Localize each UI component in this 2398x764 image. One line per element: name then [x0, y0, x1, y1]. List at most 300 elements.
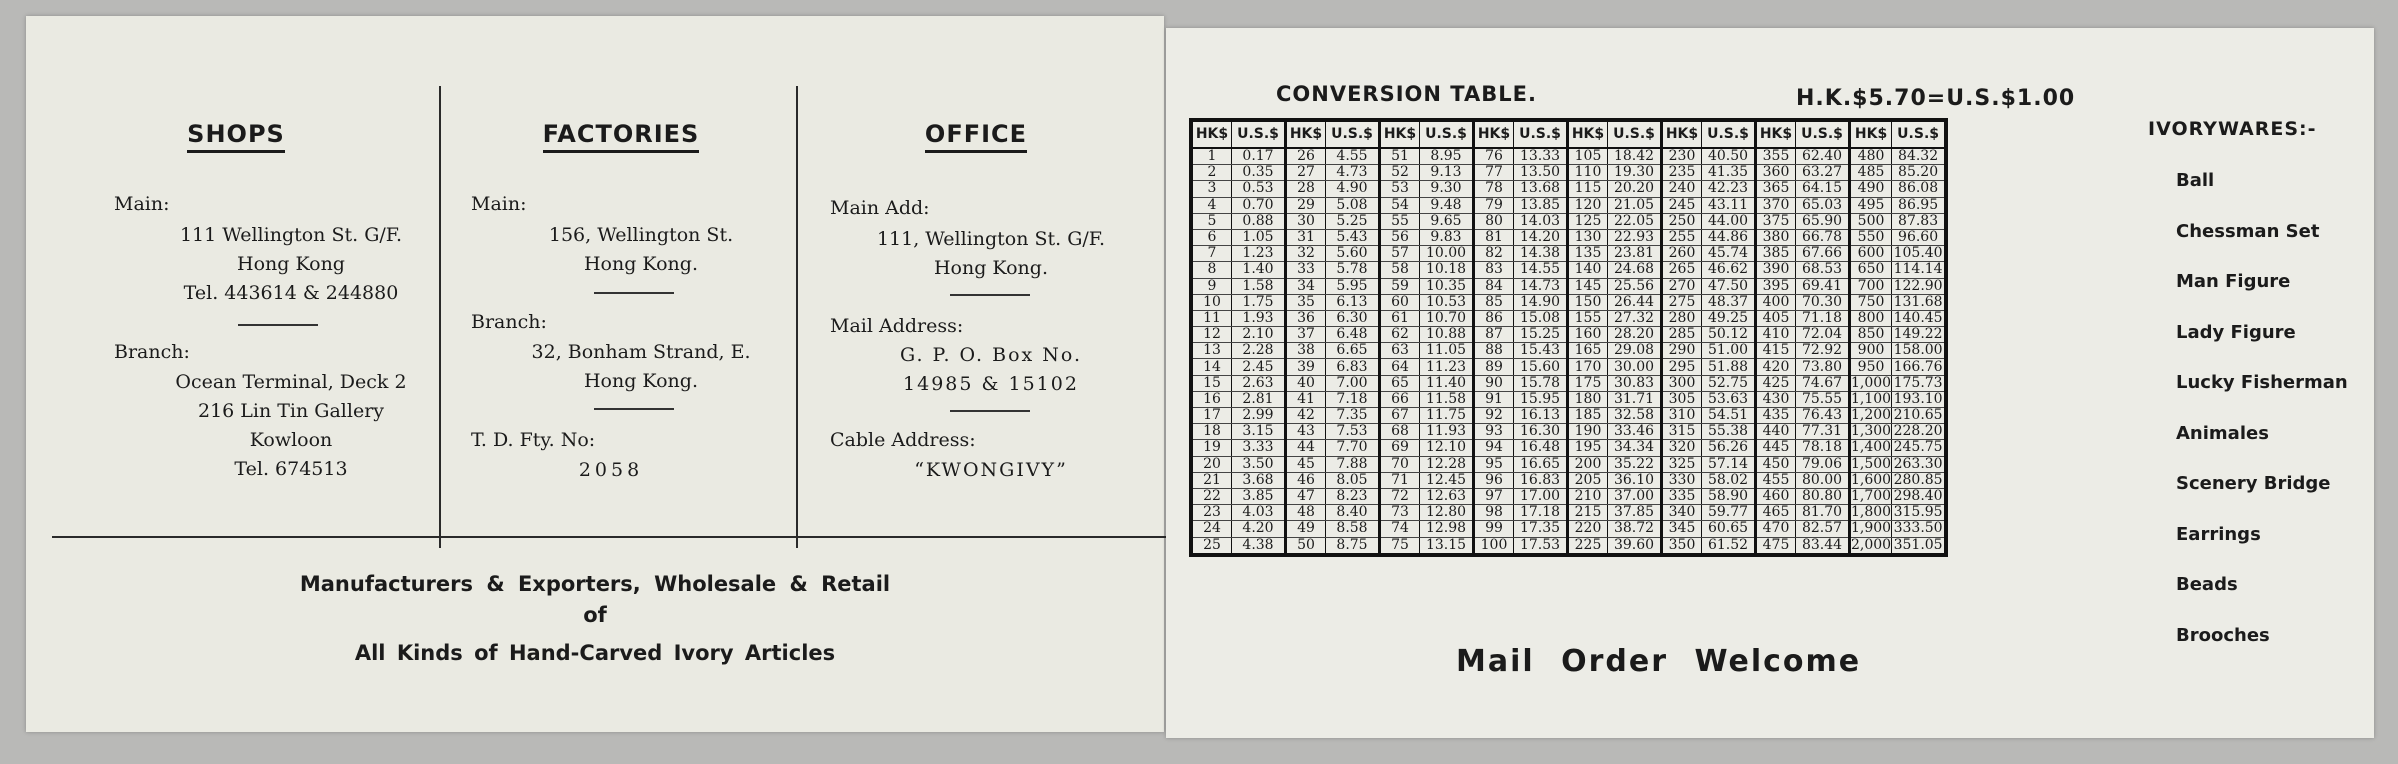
hk-cell: 90	[1474, 375, 1514, 391]
hk-cell: 14	[1191, 359, 1232, 375]
hk-cell: 750	[1850, 294, 1892, 310]
hk-cell: 450	[1756, 456, 1796, 472]
hk-cell: 465	[1756, 505, 1796, 521]
us-cell: 105.40	[1892, 246, 1947, 262]
us-cell: 210.65	[1892, 408, 1947, 424]
hk-cell: 23	[1191, 505, 1232, 521]
hk-cell: 850	[1850, 327, 1892, 343]
hk-cell: 93	[1474, 424, 1514, 440]
hk-cell: 435	[1756, 408, 1796, 424]
ivoryware-item: Earrings	[2176, 523, 2261, 545]
us-cell: 158.00	[1892, 343, 1947, 359]
hk-cell: 455	[1756, 472, 1796, 488]
table-row	[1191, 294, 1946, 310]
column-header-us: U.S.$	[1892, 120, 1947, 148]
hk-cell: 82	[1474, 246, 1514, 262]
hk-cell: 265	[1662, 262, 1702, 278]
column-header-hk: HK$	[1474, 120, 1514, 148]
us-cell: 1.93	[1232, 310, 1286, 326]
hk-cell: 10	[1191, 294, 1232, 310]
hk-cell: 305	[1662, 391, 1702, 407]
us-cell: 315.95	[1892, 505, 1947, 521]
us-cell: 96.60	[1892, 229, 1947, 245]
separator	[950, 294, 1030, 296]
us-cell: 4.55	[1326, 148, 1380, 165]
separator	[594, 292, 674, 294]
us-cell: 45.74	[1702, 246, 1756, 262]
us-cell: 6.65	[1326, 343, 1380, 359]
table-row	[1191, 181, 1946, 197]
us-cell: 8.75	[1326, 537, 1380, 555]
conversion-table-title: CONVERSION TABLE.	[1276, 82, 1537, 106]
hk-cell: 485	[1850, 165, 1892, 181]
hk-cell: 31	[1286, 229, 1326, 245]
us-cell: 58.02	[1702, 472, 1756, 488]
us-cell: 16.13	[1514, 408, 1568, 424]
hk-cell: 4	[1191, 197, 1232, 213]
hk-cell: 49	[1286, 521, 1326, 537]
us-cell: 351.05	[1892, 537, 1947, 555]
hk-cell: 40	[1286, 375, 1326, 391]
hk-cell: 500	[1850, 213, 1892, 229]
hk-cell: 22	[1191, 488, 1232, 504]
us-cell: 65.90	[1796, 213, 1850, 229]
ivoryware-item: Ball	[2176, 170, 2215, 191]
us-cell: 40.50	[1702, 148, 1756, 165]
column-header-hk: HK$	[1568, 120, 1608, 148]
hk-cell: 70	[1380, 456, 1420, 472]
table-row	[1191, 343, 1946, 359]
us-cell: 2.81	[1232, 391, 1286, 407]
hk-cell: 135	[1568, 246, 1608, 262]
us-cell: 82.57	[1796, 521, 1850, 537]
us-cell: 58.90	[1702, 488, 1756, 504]
us-cell: 65.03	[1796, 197, 1850, 213]
hk-cell: 1,600	[1851, 471, 1892, 488]
hk-cell: 650	[1850, 262, 1892, 278]
us-cell: 7.88	[1326, 456, 1380, 472]
office-main-line: 111, Wellington St. G/F.	[876, 228, 1106, 250]
hk-cell: 320	[1662, 440, 1702, 456]
column-divider	[796, 86, 798, 548]
hk-cell: 19	[1191, 440, 1232, 456]
table-row	[1191, 472, 1946, 488]
us-cell: 8.58	[1326, 521, 1380, 537]
hk-cell: 325	[1662, 456, 1702, 472]
hk-cell: 25	[1191, 537, 1232, 555]
us-cell: 166.76	[1892, 359, 1947, 375]
us-cell: 55.38	[1702, 424, 1756, 440]
us-cell: 12.63	[1420, 488, 1474, 504]
hk-cell: 20	[1191, 456, 1232, 472]
hk-cell: 275	[1662, 294, 1702, 310]
hk-cell: 900	[1850, 343, 1892, 359]
hk-cell: 96	[1474, 472, 1514, 488]
separator	[950, 410, 1030, 412]
hk-cell: 400	[1756, 294, 1796, 310]
hk-cell: 340	[1662, 505, 1702, 521]
us-cell: 73.80	[1796, 359, 1850, 375]
tagline-line: of	[583, 603, 607, 627]
us-cell: 11.23	[1420, 359, 1474, 375]
us-cell: 29.08	[1608, 343, 1662, 359]
ivorywares-title: IVORYWARES:-	[2148, 118, 2317, 140]
hk-cell: 180	[1568, 391, 1608, 407]
us-cell: 10.35	[1420, 278, 1474, 294]
hk-cell: 34	[1286, 278, 1326, 294]
us-cell: 2.99	[1232, 408, 1286, 424]
us-cell: 37.85	[1608, 505, 1662, 521]
hk-cell: 46	[1286, 472, 1326, 488]
hk-cell: 255	[1662, 229, 1702, 245]
column-header-us: U.S.$	[1326, 120, 1380, 148]
hk-cell: 80	[1474, 213, 1514, 229]
us-cell: 8.40	[1326, 505, 1380, 521]
hk-cell: 33	[1286, 262, 1326, 278]
hk-cell: 79	[1474, 197, 1514, 213]
us-cell: 10.53	[1420, 294, 1474, 310]
hk-cell: 2,000	[1850, 537, 1892, 555]
us-cell: 17.00	[1514, 488, 1568, 504]
us-cell: 140.45	[1892, 310, 1947, 326]
shops-branch-label: Branch:	[114, 341, 190, 363]
hk-cell: 52	[1380, 165, 1420, 181]
us-cell: 7.53	[1326, 424, 1380, 440]
table-row	[1191, 537, 1946, 555]
hk-cell: 92	[1474, 408, 1514, 424]
hk-cell: 240	[1662, 181, 1702, 197]
hk-cell: 475	[1756, 537, 1796, 555]
hk-cell: 88	[1474, 343, 1514, 359]
hk-cell: 1,400	[1851, 439, 1892, 456]
column-header-hk: HK$	[1662, 120, 1702, 148]
us-cell: 0.70	[1232, 197, 1286, 213]
us-cell: 56.26	[1702, 440, 1756, 456]
hk-cell: 47	[1286, 488, 1326, 504]
ivoryware-item: Scenery Bridge	[2176, 473, 2331, 494]
hk-cell: 18	[1191, 424, 1232, 440]
us-cell: 17.53	[1514, 537, 1568, 555]
us-cell: 14.55	[1514, 262, 1568, 278]
us-cell: 78.18	[1796, 440, 1850, 456]
hk-cell: 310	[1662, 408, 1702, 424]
hk-cell: 390	[1756, 262, 1796, 278]
us-cell: 13.50	[1514, 165, 1568, 181]
us-cell: 61.52	[1702, 537, 1756, 555]
factories-main-line: Hong Kong.	[583, 253, 698, 275]
hk-cell: 9	[1191, 278, 1232, 294]
hk-cell: 175	[1568, 375, 1608, 391]
hk-cell: 7	[1191, 246, 1232, 262]
us-cell: 280.85	[1892, 472, 1947, 488]
us-cell: 32.58	[1608, 408, 1662, 424]
us-cell: 1.58	[1232, 278, 1286, 294]
table-row	[1191, 197, 1946, 213]
tagline-line: Manufacturers & Exporters, Wholesale & Retail	[299, 572, 891, 596]
hk-cell: 87	[1474, 327, 1514, 343]
us-cell: 9.65	[1420, 213, 1474, 229]
us-cell: 1.23	[1232, 246, 1286, 262]
hk-cell: 145	[1568, 278, 1608, 294]
us-cell: 42.23	[1702, 181, 1756, 197]
hk-cell: 185	[1568, 408, 1608, 424]
hk-cell: 86	[1474, 310, 1514, 326]
left-panel	[26, 16, 1164, 732]
us-cell: 11.93	[1420, 424, 1474, 440]
hk-cell: 5	[1191, 213, 1232, 229]
us-cell: 13.15	[1420, 537, 1474, 555]
hk-cell: 550	[1850, 229, 1892, 245]
us-cell: 67.66	[1796, 246, 1850, 262]
us-cell: 27.32	[1608, 310, 1662, 326]
table-row	[1191, 148, 1946, 165]
office-mail-label: Mail Address:	[830, 315, 964, 337]
us-cell: 43.11	[1702, 197, 1756, 213]
table-row	[1191, 424, 1946, 440]
hk-cell: 170	[1568, 359, 1608, 375]
us-cell: 57.14	[1702, 456, 1756, 472]
us-cell: 15.95	[1514, 391, 1568, 407]
ivoryware-item: Animales	[2176, 422, 2269, 444]
us-cell: 8.05	[1326, 472, 1380, 488]
us-cell: 37.00	[1608, 488, 1662, 504]
hk-cell: 225	[1568, 537, 1608, 555]
us-cell: 24.68	[1608, 262, 1662, 278]
us-cell: 6.83	[1326, 359, 1380, 375]
ivoryware-item: Beads	[2176, 574, 2238, 595]
us-cell: 71.18	[1796, 310, 1850, 326]
hk-cell: 13	[1191, 343, 1232, 359]
us-cell: 59.77	[1702, 505, 1756, 521]
hk-cell: 290	[1662, 343, 1702, 359]
table-row	[1191, 391, 1946, 407]
us-cell: 53.63	[1702, 391, 1756, 407]
table-row	[1191, 408, 1946, 424]
us-cell: 131.68	[1892, 294, 1947, 310]
hk-cell: 57	[1380, 246, 1420, 262]
shops-branch-line: Tel. 674513	[234, 458, 348, 480]
separator	[238, 324, 318, 326]
hk-cell: 140	[1568, 262, 1608, 278]
table-row	[1191, 375, 1946, 391]
us-cell: 22.93	[1608, 229, 1662, 245]
hk-cell: 800	[1850, 310, 1892, 326]
us-cell: 4.90	[1326, 181, 1380, 197]
us-cell: 9.48	[1420, 197, 1474, 213]
us-cell: 1.75	[1232, 294, 1286, 310]
office-heading: OFFICE	[826, 120, 1126, 153]
hk-cell: 420	[1756, 359, 1796, 375]
hk-cell: 410	[1756, 327, 1796, 343]
column-header-hk: HK$	[1380, 120, 1420, 148]
hk-cell: 69	[1380, 440, 1420, 456]
us-cell: 193.10	[1892, 391, 1947, 407]
column-header-hk: HK$	[1191, 120, 1232, 148]
hk-cell: 3	[1191, 181, 1232, 197]
us-cell: 44.00	[1702, 213, 1756, 229]
hk-cell: 365	[1756, 181, 1796, 197]
hk-cell: 26	[1286, 148, 1326, 165]
us-cell: 3.15	[1232, 424, 1286, 440]
hk-cell: 43	[1286, 424, 1326, 440]
us-cell: 83.44	[1796, 537, 1850, 555]
hk-cell: 125	[1568, 213, 1608, 229]
us-cell: 35.22	[1608, 456, 1662, 472]
horizontal-divider	[52, 536, 1172, 538]
us-cell: 245.75	[1892, 440, 1947, 456]
table-row	[1191, 521, 1946, 537]
us-cell: 47.50	[1702, 278, 1756, 294]
us-cell: 2.10	[1232, 327, 1286, 343]
hk-cell: 370	[1756, 197, 1796, 213]
us-cell: 31.71	[1608, 391, 1662, 407]
us-cell: 8.23	[1326, 488, 1380, 504]
column-header-us: U.S.$	[1514, 120, 1568, 148]
us-cell: 18.42	[1608, 148, 1662, 165]
us-cell: 17.35	[1514, 521, 1568, 537]
shops-main-line: 111 Wellington St. G/F.	[179, 224, 403, 246]
hk-cell: 58	[1380, 262, 1420, 278]
hk-cell: 375	[1756, 213, 1796, 229]
column-header-us: U.S.$	[1608, 120, 1662, 148]
hk-cell: 430	[1756, 391, 1796, 407]
hk-cell: 61	[1380, 310, 1420, 326]
table-row	[1191, 456, 1946, 472]
us-cell: 2.63	[1232, 375, 1286, 391]
hk-cell: 51	[1380, 148, 1420, 165]
hk-cell: 335	[1662, 488, 1702, 504]
hk-cell: 440	[1756, 424, 1796, 440]
table-row	[1191, 488, 1946, 504]
office-mail-line: G. P. O. Box No.	[899, 344, 1083, 366]
us-cell: 4.38	[1232, 537, 1286, 555]
hk-cell: 44	[1286, 440, 1326, 456]
hk-cell: 460	[1756, 488, 1796, 504]
us-cell: 48.37	[1702, 294, 1756, 310]
us-cell: 84.32	[1892, 148, 1947, 165]
hk-cell: 63	[1380, 343, 1420, 359]
hk-cell: 8	[1191, 262, 1232, 278]
hk-cell: 380	[1756, 229, 1796, 245]
hk-cell: 120	[1568, 197, 1608, 213]
hk-cell: 53	[1380, 181, 1420, 197]
column-header-us: U.S.$	[1702, 120, 1756, 148]
table-row	[1191, 327, 1946, 343]
us-cell: 72.92	[1796, 343, 1850, 359]
us-cell: 25.56	[1608, 278, 1662, 294]
column-header-hk: HK$	[1850, 120, 1892, 148]
hk-cell: 68	[1380, 424, 1420, 440]
ivoryware-item: Man Figure	[2176, 271, 2291, 292]
hk-cell: 48	[1286, 505, 1326, 521]
hk-cell: 250	[1662, 213, 1702, 229]
hk-cell: 205	[1568, 472, 1608, 488]
hk-cell: 36	[1286, 310, 1326, 326]
us-cell: 1.05	[1232, 229, 1286, 245]
us-cell: 15.60	[1514, 359, 1568, 375]
us-cell: 75.55	[1796, 391, 1850, 407]
hk-cell: 105	[1568, 148, 1608, 165]
us-cell: 5.78	[1326, 262, 1380, 278]
hk-cell: 495	[1850, 197, 1892, 213]
hk-cell: 74	[1380, 521, 1420, 537]
hk-cell: 200	[1568, 456, 1608, 472]
hk-cell: 415	[1756, 343, 1796, 359]
hk-cell: 110	[1568, 165, 1608, 181]
us-cell: 30.83	[1608, 375, 1662, 391]
hk-cell: 75	[1380, 537, 1420, 555]
us-cell: 10.18	[1420, 262, 1474, 278]
us-cell: 19.30	[1608, 165, 1662, 181]
us-cell: 23.81	[1608, 246, 1662, 262]
us-cell: 52.75	[1702, 375, 1756, 391]
table-row	[1191, 165, 1946, 181]
us-cell: 12.10	[1420, 440, 1474, 456]
hk-cell: 39	[1286, 359, 1326, 375]
us-cell: 11.05	[1420, 343, 1474, 359]
hk-cell: 115	[1568, 181, 1608, 197]
table-row	[1191, 262, 1946, 278]
hk-cell: 78	[1474, 181, 1514, 197]
hk-cell: 64	[1380, 359, 1420, 375]
us-cell: 228.20	[1892, 424, 1947, 440]
us-cell: 2.45	[1232, 359, 1286, 375]
us-cell: 15.78	[1514, 375, 1568, 391]
factories-branch-line: 32, Bonham Strand, E.	[531, 341, 751, 363]
us-cell: 49.25	[1702, 310, 1756, 326]
us-cell: 16.30	[1514, 424, 1568, 440]
hk-cell: 1,200	[1851, 407, 1892, 424]
hk-cell: 37	[1286, 327, 1326, 343]
hk-cell: 195	[1568, 440, 1608, 456]
hk-cell: 71	[1380, 472, 1420, 488]
hk-cell: 1,700	[1851, 488, 1892, 505]
hk-cell: 100	[1474, 537, 1514, 555]
table-row	[1191, 213, 1946, 229]
us-cell: 86.08	[1892, 181, 1947, 197]
shops-branch-line: Kowloon	[249, 429, 333, 451]
table-row	[1191, 278, 1946, 294]
us-cell: 114.14	[1892, 262, 1947, 278]
table-header-row	[1191, 120, 1946, 148]
hk-cell: 12	[1191, 327, 1232, 343]
factories-td-label: T. D. Fty. No:	[471, 429, 596, 451]
hk-cell: 130	[1568, 229, 1608, 245]
us-cell: 62.40	[1796, 148, 1850, 165]
us-cell: 9.13	[1420, 165, 1474, 181]
us-cell: 16.65	[1514, 456, 1568, 472]
us-cell: 6.48	[1326, 327, 1380, 343]
us-cell: 60.65	[1702, 521, 1756, 537]
hk-cell: 84	[1474, 278, 1514, 294]
hk-cell: 6	[1191, 229, 1232, 245]
table-row	[1191, 310, 1946, 326]
us-cell: 11.58	[1420, 391, 1474, 407]
hk-cell: 30	[1286, 213, 1326, 229]
us-cell: 13.33	[1514, 148, 1568, 165]
us-cell: 5.60	[1326, 246, 1380, 262]
hk-cell: 32	[1286, 246, 1326, 262]
hk-cell: 480	[1850, 148, 1892, 165]
office-main-label: Main Add:	[830, 197, 930, 219]
hk-cell: 270	[1662, 278, 1702, 294]
hk-cell: 300	[1662, 375, 1702, 391]
hk-cell: 94	[1474, 440, 1514, 456]
us-cell: 26.44	[1608, 294, 1662, 310]
us-cell: 21.05	[1608, 197, 1662, 213]
hk-cell: 59	[1380, 278, 1420, 294]
us-cell: 5.08	[1326, 197, 1380, 213]
